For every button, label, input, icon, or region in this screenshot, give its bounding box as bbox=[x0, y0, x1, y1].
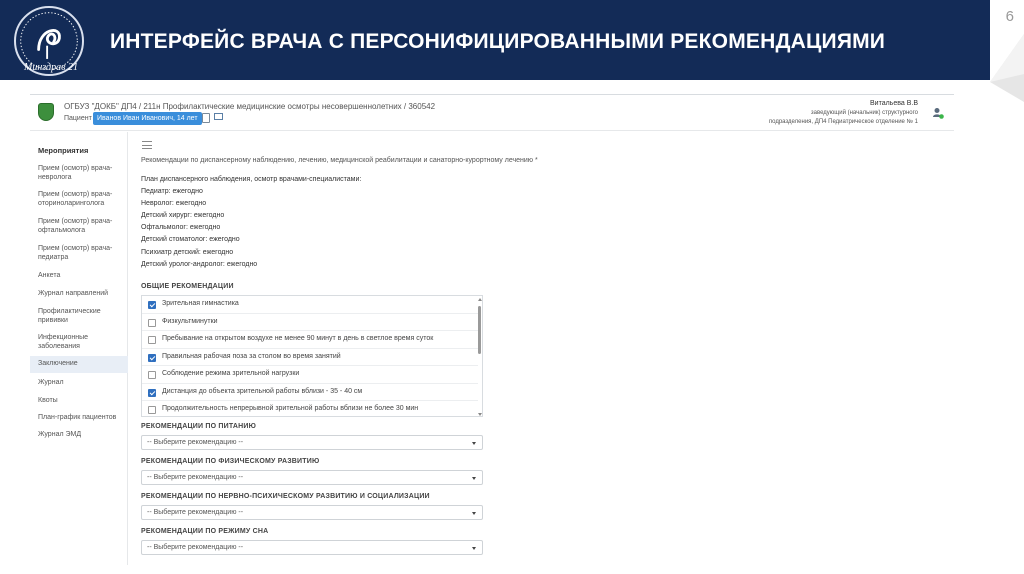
sidebar-item-pediatrician[interactable]: Прием (осмотр) врача-педиатра bbox=[38, 245, 113, 261]
general-recommendations-list bbox=[141, 295, 483, 417]
select-placeholder: -- Выберите рекомендацию -- bbox=[147, 544, 244, 551]
select-placeholder: -- Выберите рекомендацию -- bbox=[147, 439, 244, 446]
checkbox[interactable] bbox=[148, 301, 156, 309]
sidebar-item-ent[interactable]: Прием (осмотр) врача-оториноларинголога bbox=[38, 191, 113, 207]
sidebar-item-vaccinations[interactable]: Профилактические прививки bbox=[38, 308, 101, 324]
list-item[interactable] bbox=[142, 366, 478, 384]
general-recommendations-heading: ОБЩИЕ РЕКОМЕНДАЦИИ bbox=[141, 283, 234, 290]
hospital-logo-icon bbox=[38, 103, 54, 121]
slide-header bbox=[0, 0, 990, 80]
patient-button[interactable]: Иванов Иван Иванович, 14 лет bbox=[93, 112, 202, 125]
slide-title: ИНТЕРФЕЙС ВРАЧА С ПЕРСОНИФИЦИРОВАННЫМИ РЕКОМЕНДАЦИЯМИ bbox=[110, 30, 886, 53]
scroll-thumb[interactable] bbox=[478, 306, 481, 354]
doctor-app-screenshot bbox=[30, 94, 954, 564]
list-item[interactable] bbox=[142, 349, 478, 367]
document-icon[interactable] bbox=[202, 113, 210, 123]
plan-line: План диспансерного наблюдения, осмотр врачами-специалистами: bbox=[141, 176, 362, 183]
list-item[interactable] bbox=[142, 401, 478, 417]
nutrition-select[interactable] bbox=[141, 435, 483, 450]
checkbox[interactable] bbox=[148, 389, 156, 397]
plan-line: Педиатр: ежегодно bbox=[141, 188, 203, 195]
plan-line: Детский хирург: ежегодно bbox=[141, 212, 225, 219]
physical-development-select[interactable] bbox=[141, 470, 483, 485]
sidebar-heading: Мероприятия bbox=[38, 146, 89, 155]
checkbox-label: Физкультминутки bbox=[162, 317, 218, 325]
chevron-down-icon bbox=[472, 547, 476, 550]
mail-icon[interactable] bbox=[214, 113, 223, 120]
sidebar-item-emd-journal[interactable]: Журнал ЭМД bbox=[38, 431, 82, 438]
select-placeholder: -- Выберите рекомендацию -- bbox=[147, 474, 244, 481]
list-item[interactable] bbox=[142, 384, 478, 402]
plan-line: Офтальмолог: ежегодно bbox=[141, 224, 221, 231]
sidebar bbox=[30, 132, 128, 565]
neuro-psychic-select[interactable] bbox=[141, 505, 483, 520]
list-item[interactable] bbox=[142, 314, 478, 332]
scroll-down-icon[interactable] bbox=[478, 413, 482, 416]
app-topbar bbox=[30, 95, 954, 131]
recommendations-label: Рекомендации по диспансерному наблюдению, лечению, медицинской реабилитации и санаторно-курортному лечению * bbox=[141, 157, 538, 164]
checkbox-label: Зрительная гимнастика bbox=[162, 300, 239, 307]
checkbox[interactable] bbox=[148, 354, 156, 362]
sidebar-item-questionnaire[interactable]: Анкета bbox=[38, 272, 61, 279]
checkbox-label: Пребывание на открытом воздухе не менее 90 минут в день в светлое время суток bbox=[162, 335, 434, 342]
menu-icon[interactable] bbox=[142, 141, 152, 149]
sidebar-item-conclusion[interactable]: Заключение bbox=[30, 356, 128, 373]
checkbox[interactable] bbox=[148, 406, 156, 414]
plan-line: Детский стоматолог: ежегодно bbox=[141, 236, 240, 243]
logo-caption: Минздрав 21 bbox=[24, 62, 78, 73]
patient-label: Пациент bbox=[64, 115, 92, 122]
user-role: заведующий (начальник) структурного подразделения, ДП4 Педиатрическое отделение № 1 bbox=[768, 110, 918, 125]
nutrition-heading: РЕКОМЕНДАЦИИ ПО ПИТАНИЮ bbox=[141, 423, 257, 430]
select-placeholder: -- Выберите рекомендацию -- bbox=[147, 509, 244, 516]
sidebar-item-neurologist[interactable]: Прием (осмотр) врача-невролога bbox=[38, 165, 113, 181]
physical-development-heading: РЕКОМЕНДАЦИИ ПО ФИЗИЧЕСКОМУ РАЗВИТИЮ bbox=[141, 458, 320, 465]
checkbox-label: Соблюдение режима зрительной нагрузки bbox=[162, 370, 300, 377]
checkbox-label: Дистанция до объекта зрительной работы вблизи - 35 - 40 см bbox=[162, 387, 363, 395]
chevron-down-icon bbox=[472, 477, 476, 480]
sleep-heading: РЕКОМЕНДАЦИИ ПО РЕЖИМУ СНА bbox=[141, 528, 269, 535]
page-curl-icon bbox=[990, 34, 1024, 102]
sidebar-item-infections[interactable]: Инфекционные заболевания bbox=[38, 334, 89, 350]
user-status-icon[interactable] bbox=[932, 107, 944, 119]
sidebar-item-ophthalmologist[interactable]: Прием (осмотр) врача-офтальмолога bbox=[38, 218, 113, 234]
sleep-select[interactable] bbox=[141, 540, 483, 555]
scroll-up-icon[interactable] bbox=[478, 298, 482, 301]
sidebar-item-referrals[interactable]: Журнал направлений bbox=[38, 290, 109, 297]
sidebar-item-journal[interactable]: Журнал bbox=[38, 379, 64, 386]
user-name: Витальева В.В bbox=[870, 100, 918, 107]
chevron-down-icon bbox=[472, 442, 476, 445]
checkbox-label: Продолжительность непрерывной зрительной работы вблизи не более 30 мин bbox=[162, 405, 419, 412]
checkbox[interactable] bbox=[148, 371, 156, 379]
list-item[interactable] bbox=[142, 296, 478, 314]
sidebar-item-quotas[interactable]: Квоты bbox=[38, 397, 58, 404]
neuro-psychic-heading: РЕКОМЕНДАЦИИ ПО НЕРВНО-ПСИХИЧЕСКОМУ РАЗВИТИЮ И СОЦИАЛИЗАЦИИ bbox=[141, 493, 430, 500]
checkbox-label: Правильная рабочая поза за столом во время занятий bbox=[162, 352, 341, 360]
sidebar-item-schedule[interactable]: План-график пациентов bbox=[38, 414, 117, 421]
list-item[interactable] bbox=[142, 331, 478, 349]
plan-line: Детский уролог-андролог: ежегодно bbox=[141, 261, 258, 268]
list-scrollbar[interactable] bbox=[478, 298, 481, 416]
org-breadcrumb: ОГБУЗ "ДОКБ" ДП4 / 211н Профилактические медицинские осмотры несовершеннолетних / 360542 bbox=[64, 102, 436, 111]
chevron-down-icon bbox=[472, 512, 476, 515]
plan-line: Психиатр детский: ежегодно bbox=[141, 249, 234, 256]
page-number: 6 bbox=[1005, 8, 1014, 25]
checkbox[interactable] bbox=[148, 336, 156, 344]
plan-line: Невролог: ежегодно bbox=[141, 200, 207, 207]
checkbox[interactable] bbox=[148, 319, 156, 327]
